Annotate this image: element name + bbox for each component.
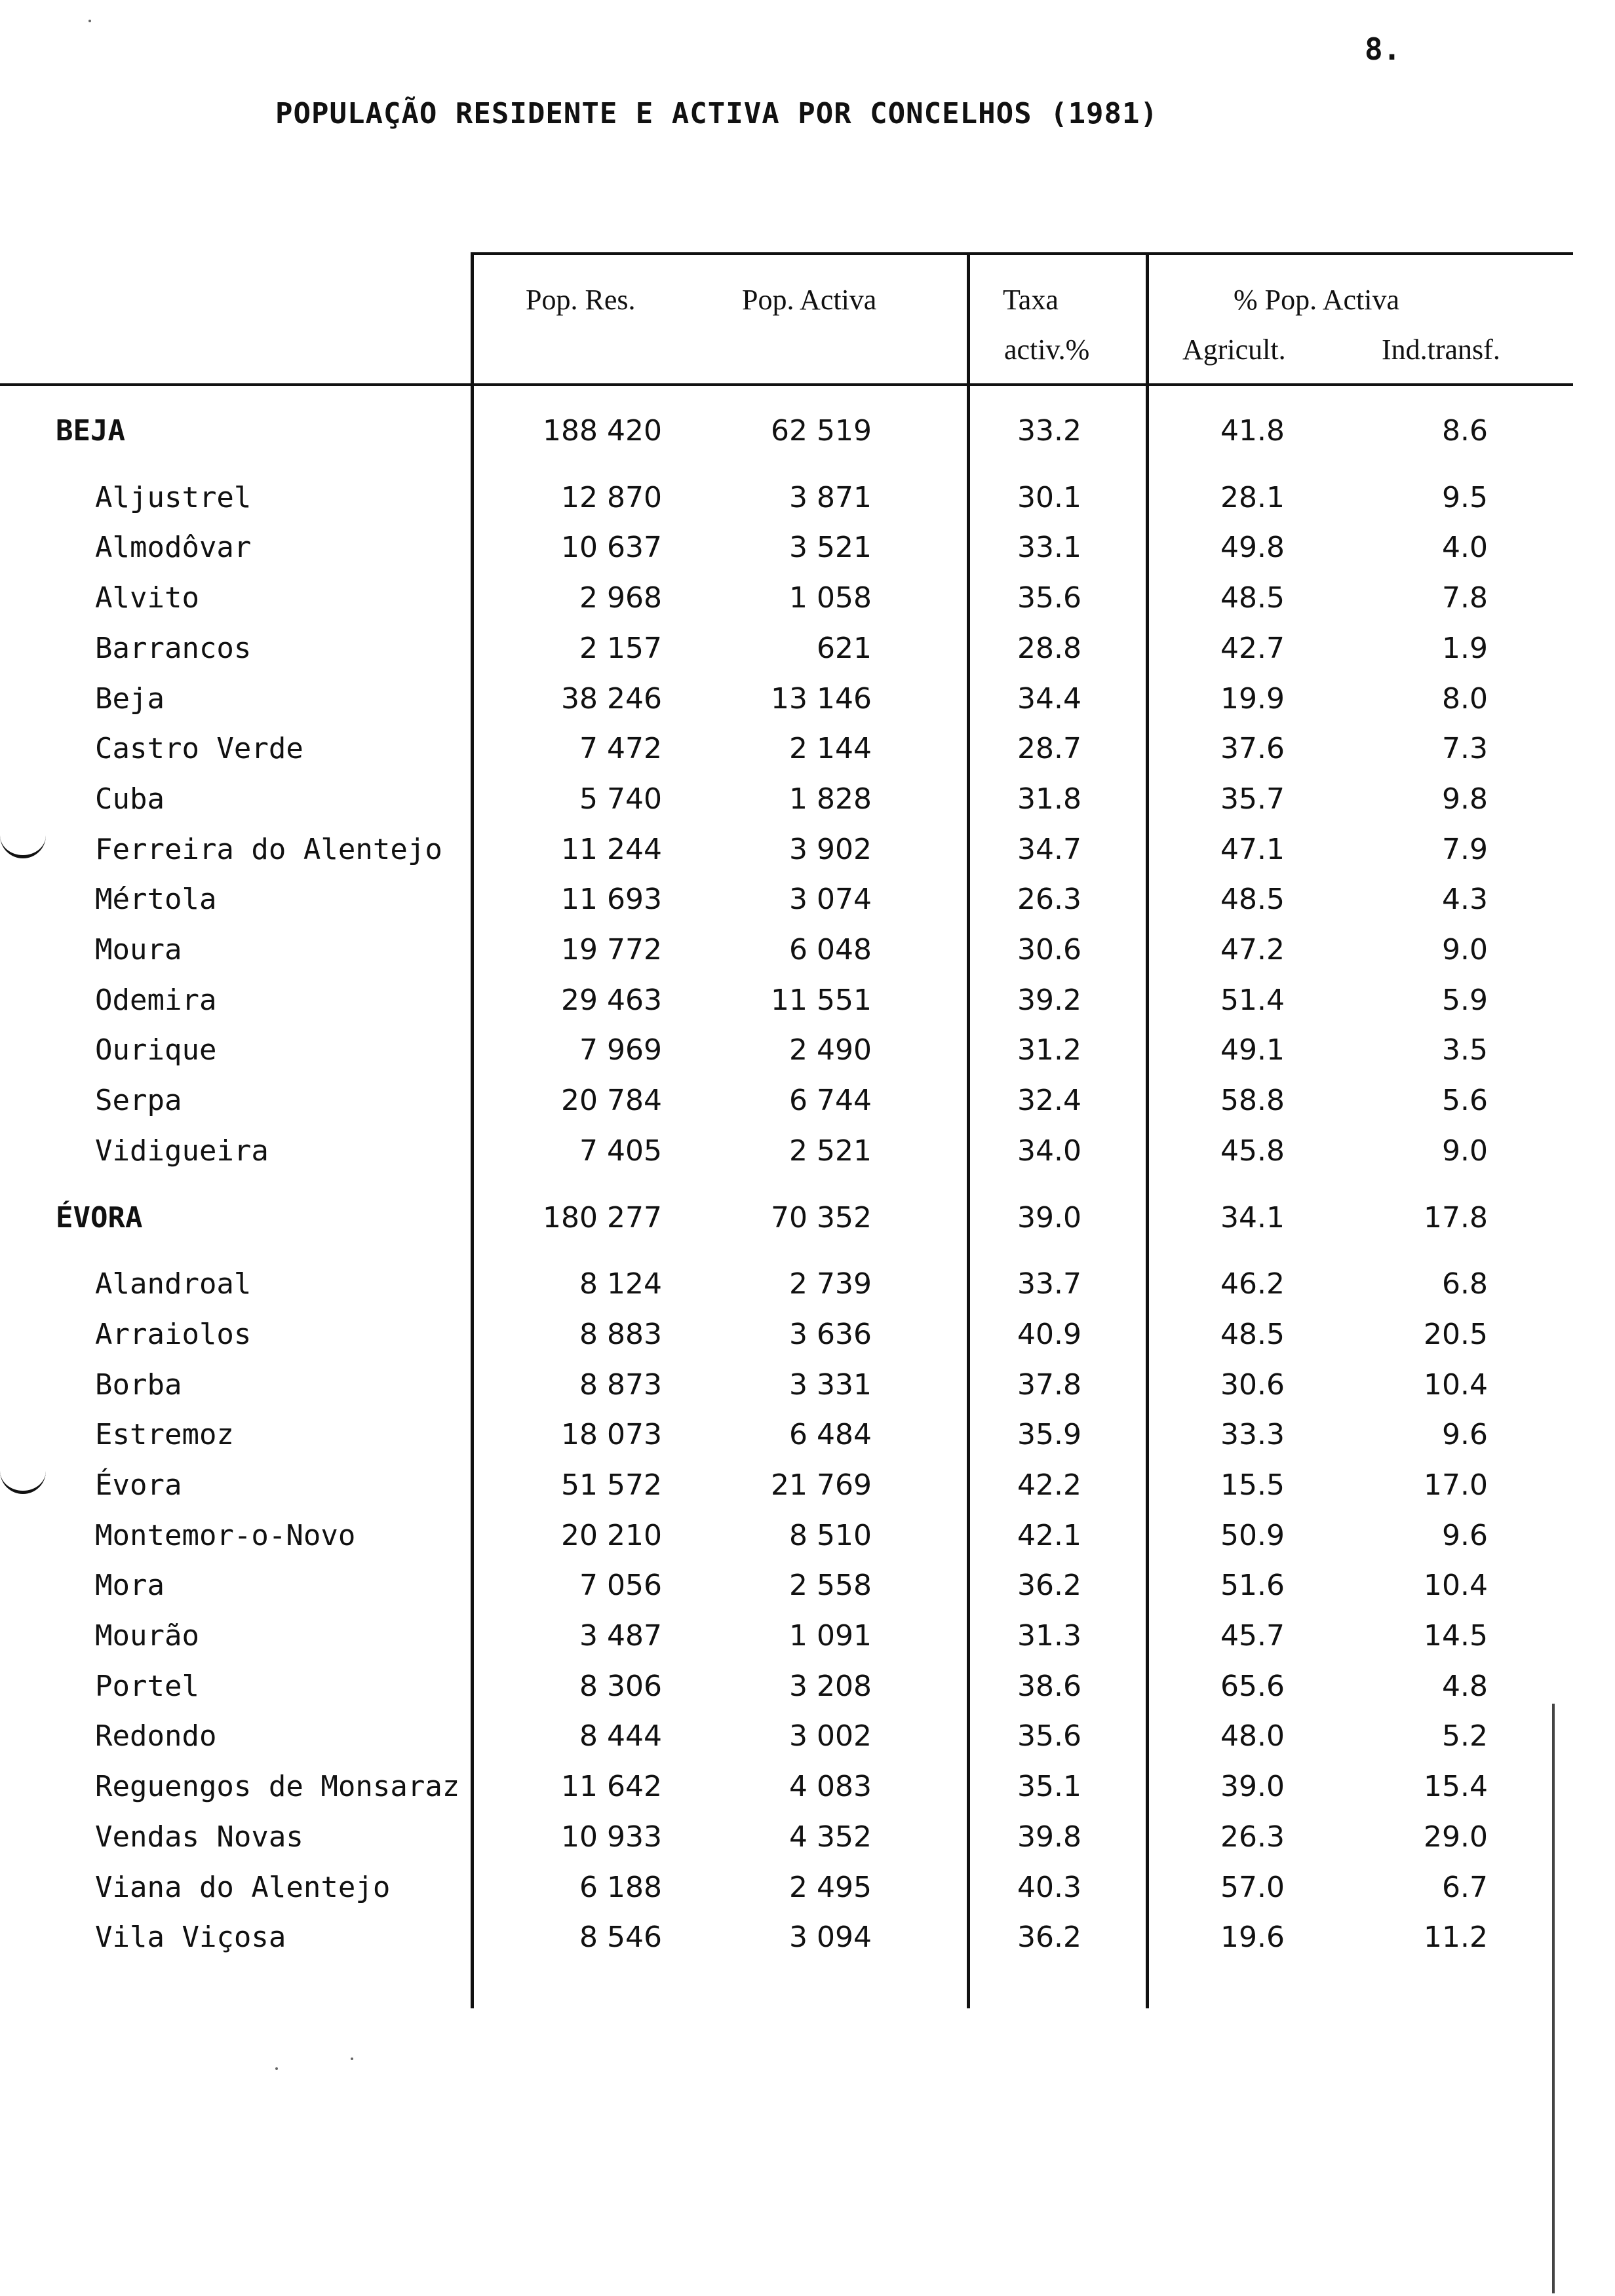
concelho-name: Ferreira do Alentejo: [95, 833, 442, 866]
ind-transf-cell: 17.0: [1424, 1468, 1488, 1502]
pop-res-cell: 180 277: [543, 1201, 662, 1234]
ind-transf-cell: 5.6: [1442, 1084, 1488, 1117]
taxa-activ-cell: 35.1: [1017, 1770, 1081, 1803]
table-row: [0, 1368, 1615, 1418]
agricult-cell: 45.8: [1220, 1134, 1285, 1168]
agricult-cell: 45.7: [1220, 1619, 1285, 1653]
pop-res-cell: 29 463: [561, 984, 662, 1017]
pop-activa-cell: 3 074: [789, 883, 872, 916]
agricult-cell: 48.5: [1220, 883, 1285, 916]
taxa-activ-cell: 39.2: [1017, 984, 1081, 1017]
table-row: [0, 1267, 1615, 1317]
concelho-name: Redondo: [95, 1719, 217, 1753]
header-taxa-activ: activ.%: [1004, 334, 1090, 366]
scan-edge-line: [1552, 1704, 1555, 2293]
scan-speck: [351, 2057, 353, 2060]
agricult-cell: 49.8: [1220, 531, 1285, 564]
pop-activa-cell: 2 521: [789, 1134, 872, 1168]
pop-activa-cell: 13 146: [771, 682, 872, 716]
ind-transf-cell: 9.5: [1442, 481, 1488, 514]
ind-transf-cell: 29.0: [1424, 1820, 1488, 1854]
pop-activa-cell: 4 083: [789, 1770, 872, 1803]
ind-transf-cell: 9.8: [1442, 782, 1488, 816]
ind-transf-cell: 9.6: [1442, 1418, 1488, 1451]
table-row: [0, 833, 1615, 883]
page-title: POPULAÇÃO RESIDENTE E ACTIVA POR CONCELHOS (1981): [275, 97, 1159, 130]
taxa-activ-cell: 36.2: [1017, 1921, 1081, 1954]
ind-transf-cell: 7.8: [1442, 581, 1488, 615]
concelho-name: Beja: [95, 682, 165, 716]
agricult-cell: 33.3: [1220, 1418, 1285, 1451]
taxa-activ-cell: 35.6: [1017, 1719, 1081, 1753]
pop-res-cell: 10 637: [561, 531, 662, 564]
agricult-cell: 49.1: [1220, 1033, 1285, 1067]
concelho-name: Cuba: [95, 782, 165, 816]
taxa-activ-cell: 42.2: [1017, 1468, 1081, 1502]
concelho-name: Arraiolos: [95, 1318, 252, 1351]
pop-activa-cell: 1 828: [789, 782, 872, 816]
pop-activa-cell: 8 510: [789, 1519, 872, 1552]
concelho-name: Alvito: [95, 581, 199, 615]
ind-transf-cell: 17.8: [1424, 1201, 1488, 1234]
agricult-cell: 19.6: [1220, 1921, 1285, 1954]
ind-transf-cell: 11.2: [1424, 1921, 1488, 1954]
table-row: [0, 1134, 1615, 1184]
taxa-activ-cell: 32.4: [1017, 1084, 1081, 1117]
pop-res-cell: 8 306: [579, 1670, 662, 1703]
scan-speck: [88, 20, 91, 22]
taxa-activ-cell: 31.2: [1017, 1033, 1081, 1067]
ind-transf-cell: 15.4: [1424, 1770, 1488, 1803]
agricult-cell: 35.7: [1220, 782, 1285, 816]
table-row: [0, 632, 1615, 681]
header-agricult: Agricult.: [1182, 334, 1286, 366]
table-row: [0, 481, 1615, 531]
ind-transf-cell: 5.9: [1442, 984, 1488, 1017]
pop-res-cell: 188 420: [543, 414, 662, 448]
agricult-cell: 51.4: [1220, 984, 1285, 1017]
ind-transf-cell: 1.9: [1442, 632, 1488, 665]
taxa-activ-cell: 36.2: [1017, 1569, 1081, 1602]
taxa-activ-cell: 34.4: [1017, 682, 1081, 716]
concelho-name: Aljustrel: [95, 481, 252, 514]
concelho-name: Alandroal: [95, 1267, 252, 1301]
header-pop-activa: Pop. Activa: [742, 284, 877, 316]
ind-transf-cell: 10.4: [1424, 1368, 1488, 1402]
concelho-name: Viana do Alentejo: [95, 1871, 391, 1904]
pop-res-cell: 11 642: [561, 1770, 662, 1803]
agricult-cell: 58.8: [1220, 1084, 1285, 1117]
pop-activa-cell: 3 208: [789, 1670, 872, 1703]
pop-activa-cell: 3 871: [789, 481, 872, 514]
agricult-cell: 65.6: [1220, 1670, 1285, 1703]
pop-res-cell: 2 968: [579, 581, 662, 615]
ind-transf-cell: 10.4: [1424, 1569, 1488, 1602]
ind-transf-cell: 8.0: [1442, 682, 1488, 716]
agricult-cell: 42.7: [1220, 632, 1285, 665]
pop-activa-cell: 2 144: [789, 732, 872, 765]
concelho-name: Montemor-o-Novo: [95, 1519, 356, 1552]
ind-transf-cell: 7.9: [1442, 833, 1488, 866]
pop-res-cell: 7 405: [579, 1134, 662, 1168]
pop-res-cell: 12 870: [561, 481, 662, 514]
table-row: [0, 1770, 1615, 1820]
table-row: [0, 782, 1615, 832]
pop-activa-cell: 3 002: [789, 1719, 872, 1753]
agricult-cell: 47.2: [1220, 933, 1285, 966]
table-row: [0, 883, 1615, 932]
agricult-cell: 34.1: [1220, 1201, 1285, 1234]
pop-activa-cell: 3 094: [789, 1921, 872, 1954]
table-row: [0, 1820, 1615, 1870]
pop-activa-cell: 3 636: [789, 1318, 872, 1351]
table-row: [0, 933, 1615, 983]
concelho-name: ÉVORA: [56, 1201, 143, 1234]
agricult-cell: 57.0: [1220, 1871, 1285, 1904]
taxa-activ-cell: 26.3: [1017, 883, 1081, 916]
pop-res-cell: 7 056: [579, 1569, 662, 1602]
pop-activa-cell: 2 490: [789, 1033, 872, 1067]
ind-transf-cell: 5.2: [1442, 1719, 1488, 1753]
agricult-cell: 50.9: [1220, 1519, 1285, 1552]
pop-activa-cell: 3 521: [789, 531, 872, 564]
table-row: [0, 1519, 1615, 1569]
concelho-name: Barrancos: [95, 632, 252, 665]
header-pct-pop-activa: % Pop. Activa: [1234, 284, 1399, 316]
taxa-activ-cell: 35.6: [1017, 581, 1081, 615]
concelho-name: Almodôvar: [95, 531, 252, 564]
pop-res-cell: 7 969: [579, 1033, 662, 1067]
pop-res-cell: 11 244: [561, 833, 662, 866]
pop-res-cell: 8 124: [579, 1267, 662, 1301]
concelho-name: Mértola: [95, 883, 217, 916]
taxa-activ-cell: 30.1: [1017, 481, 1081, 514]
table-row: [0, 1619, 1615, 1669]
taxa-activ-cell: 31.8: [1017, 782, 1081, 816]
pop-res-cell: 20 210: [561, 1519, 662, 1552]
agricult-cell: 48.5: [1220, 581, 1285, 615]
ind-transf-cell: 4.3: [1442, 883, 1488, 916]
pop-activa-cell: 6 048: [789, 933, 872, 966]
table-row: [0, 1569, 1615, 1618]
table-header-rule: [0, 383, 1573, 386]
table-row: [0, 1921, 1615, 1970]
pop-res-cell: 51 572: [561, 1468, 662, 1502]
concelho-name: BEJA: [56, 414, 125, 448]
ind-transf-cell: 8.6: [1442, 414, 1488, 448]
ind-transf-cell: 4.0: [1442, 531, 1488, 564]
concelho-name: Vendas Novas: [95, 1820, 303, 1854]
taxa-activ-cell: 28.8: [1017, 632, 1081, 665]
ind-transf-cell: 6.8: [1442, 1267, 1488, 1301]
taxa-activ-cell: 28.7: [1017, 732, 1081, 765]
concelho-name: Mourão: [95, 1619, 199, 1653]
ind-transf-cell: 20.5: [1424, 1318, 1488, 1351]
table-row: [0, 1418, 1615, 1468]
pop-activa-cell: 1 058: [789, 581, 872, 615]
agricult-cell: 19.9: [1220, 682, 1285, 716]
pop-activa-cell: 6 744: [789, 1084, 872, 1117]
pop-res-cell: 10 933: [561, 1820, 662, 1854]
table-row: [0, 732, 1615, 782]
taxa-activ-cell: 33.2: [1017, 414, 1081, 448]
taxa-activ-cell: 34.0: [1017, 1134, 1081, 1168]
pop-res-cell: 3 487: [579, 1619, 662, 1653]
page-number: 8.: [1365, 31, 1401, 67]
pop-res-cell: 8 883: [579, 1318, 662, 1351]
pop-res-cell: 8 444: [579, 1719, 662, 1753]
ind-transf-cell: 7.3: [1442, 732, 1488, 765]
table-row: [0, 1033, 1615, 1083]
concelho-name: Évora: [95, 1468, 182, 1502]
pop-activa-cell: 62 519: [771, 414, 872, 448]
header-taxa: Taxa: [1003, 284, 1059, 316]
pop-activa-cell: 70 352: [771, 1201, 872, 1234]
pop-activa-cell: 21 769: [771, 1468, 872, 1502]
agricult-cell: 39.0: [1220, 1770, 1285, 1803]
concelho-name: Mora: [95, 1569, 165, 1602]
taxa-activ-cell: 40.9: [1017, 1318, 1081, 1351]
header-ind-transf: Ind.transf.: [1382, 334, 1500, 366]
pop-res-cell: 7 472: [579, 732, 662, 765]
table-top-rule: [472, 252, 1573, 255]
concelho-name: Estremoz: [95, 1418, 234, 1451]
concelho-name: Castro Verde: [95, 732, 303, 765]
taxa-activ-cell: 33.1: [1017, 531, 1081, 564]
pop-activa-cell: 4 352: [789, 1820, 872, 1854]
pop-res-cell: 19 772: [561, 933, 662, 966]
taxa-activ-cell: 42.1: [1017, 1519, 1081, 1552]
table-row: [0, 1871, 1615, 1921]
scan-speck: [275, 2067, 278, 2070]
pop-res-cell: 8 546: [579, 1921, 662, 1954]
taxa-activ-cell: 39.0: [1017, 1201, 1081, 1234]
pop-res-cell: 18 073: [561, 1418, 662, 1451]
pop-activa-cell: 1 091: [789, 1619, 872, 1653]
taxa-activ-cell: 37.8: [1017, 1368, 1081, 1402]
agricult-cell: 30.6: [1220, 1368, 1285, 1402]
pop-activa-cell: 3 331: [789, 1368, 872, 1402]
agricult-cell: 51.6: [1220, 1569, 1285, 1602]
concelho-name: Vidigueira: [95, 1134, 269, 1168]
ind-transf-cell: 9.0: [1442, 933, 1488, 966]
agricult-cell: 48.5: [1220, 1318, 1285, 1351]
concelho-name: Reguengos de Monsaraz: [95, 1770, 460, 1803]
table-row: [0, 1719, 1615, 1769]
pop-res-cell: 11 693: [561, 883, 662, 916]
ind-transf-cell: 14.5: [1424, 1619, 1488, 1653]
pop-res-cell: 38 246: [561, 682, 662, 716]
header-pop-res: Pop. Res.: [526, 284, 636, 316]
pop-activa-cell: 621: [817, 632, 872, 665]
table-row: [0, 682, 1615, 732]
pop-res-cell: 5 740: [579, 782, 662, 816]
agricult-cell: 46.2: [1220, 1267, 1285, 1301]
pop-activa-cell: 2 495: [789, 1871, 872, 1904]
taxa-activ-cell: 33.7: [1017, 1267, 1081, 1301]
ind-transf-cell: 4.8: [1442, 1670, 1488, 1703]
taxa-activ-cell: 35.9: [1017, 1418, 1081, 1451]
ind-transf-cell: 9.6: [1442, 1519, 1488, 1552]
concelho-name: Moura: [95, 933, 182, 966]
agricult-cell: 15.5: [1220, 1468, 1285, 1502]
pop-activa-cell: 3 902: [789, 833, 872, 866]
taxa-activ-cell: 38.6: [1017, 1670, 1081, 1703]
taxa-activ-cell: 34.7: [1017, 833, 1081, 866]
pop-activa-cell: 11 551: [771, 984, 872, 1017]
agricult-cell: 28.1: [1220, 481, 1285, 514]
table-row: [0, 581, 1615, 631]
table-row: [0, 1468, 1615, 1518]
taxa-activ-cell: 40.3: [1017, 1871, 1081, 1904]
concelho-name: Portel: [95, 1670, 199, 1703]
concelho-name: Serpa: [95, 1084, 182, 1117]
ind-transf-cell: 6.7: [1442, 1871, 1488, 1904]
ind-transf-cell: 3.5: [1442, 1033, 1488, 1067]
taxa-activ-cell: 39.8: [1017, 1820, 1081, 1854]
table-row: [0, 531, 1615, 581]
table-row: [0, 1670, 1615, 1719]
pop-res-cell: 6 188: [579, 1871, 662, 1904]
table-row: [0, 1084, 1615, 1134]
concelho-name: Borba: [95, 1368, 182, 1402]
concelho-name: Vila Viçosa: [95, 1921, 286, 1954]
pop-res-cell: 20 784: [561, 1084, 662, 1117]
concelho-name: Odemira: [95, 984, 217, 1017]
table-row: [0, 1318, 1615, 1368]
pop-activa-cell: 2 558: [789, 1569, 872, 1602]
pop-res-cell: 8 873: [579, 1368, 662, 1402]
taxa-activ-cell: 31.3: [1017, 1619, 1081, 1653]
table-row: [0, 984, 1615, 1033]
agricult-cell: 47.1: [1220, 833, 1285, 866]
table-row-district: [0, 414, 1615, 464]
concelho-name: Ourique: [95, 1033, 217, 1067]
agricult-cell: 48.0: [1220, 1719, 1285, 1753]
agricult-cell: 26.3: [1220, 1820, 1285, 1854]
pop-activa-cell: 2 739: [789, 1267, 872, 1301]
agricult-cell: 37.6: [1220, 732, 1285, 765]
ind-transf-cell: 9.0: [1442, 1134, 1488, 1168]
pop-activa-cell: 6 484: [789, 1418, 872, 1451]
pop-res-cell: 2 157: [579, 632, 662, 665]
table-row-district: [0, 1201, 1615, 1251]
agricult-cell: 41.8: [1220, 414, 1285, 448]
taxa-activ-cell: 30.6: [1017, 933, 1081, 966]
